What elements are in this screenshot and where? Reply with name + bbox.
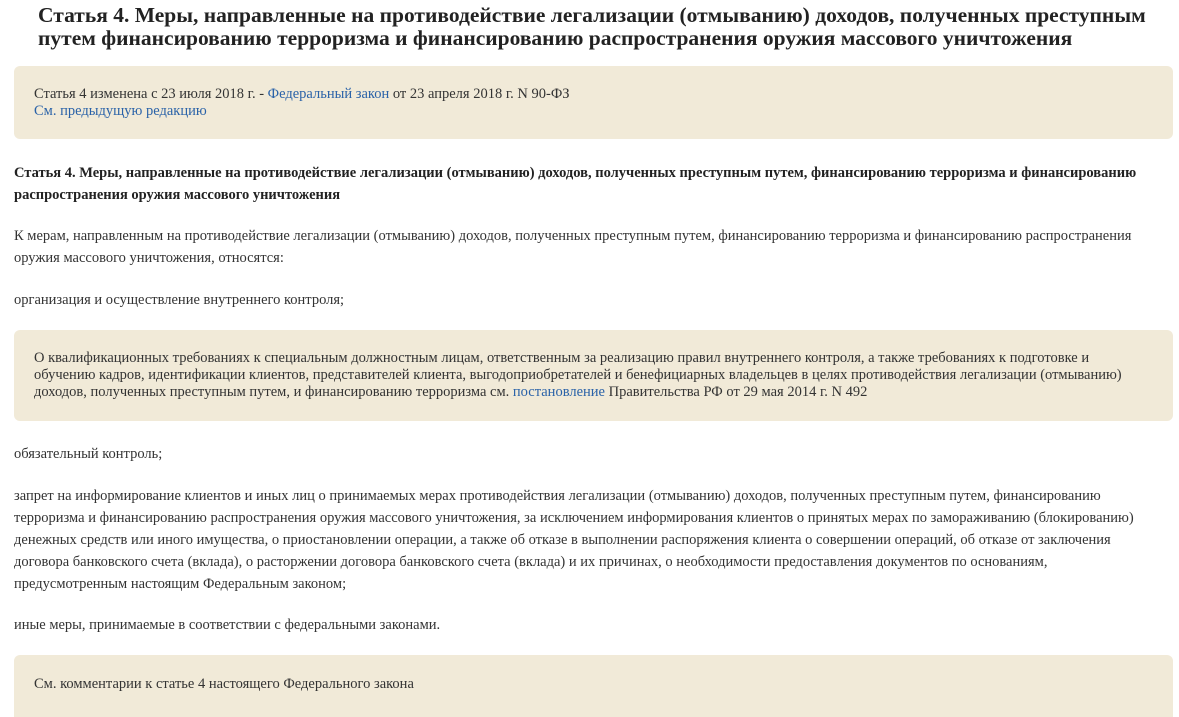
intro-paragraph: К мерам, направленным на противодействие легализации (отмыванию) доходов, полученных преступным путем, финансированию терроризма и финансированию распространения оружия массового уничтожения, относятся: [14,228,1132,266]
federal-law-link[interactable]: Федеральный закон [267,86,390,102]
list-item-mandatory-control: обязательный контроль; [14,446,163,462]
commentary-note-text: См. комментарии к статье 4 настоящего Федерального закона [34,676,414,692]
amendment-text-after: от 23 апреля 2018 г. N 90-ФЗ [389,86,570,102]
commentary-note [14,655,1173,717]
amendment-text-before: Статья 4 изменена с 23 июля 2018 г. - [34,86,268,102]
list-item-disclosure-ban: запрет на информирование клиентов и иных лиц о принимаемых мерах противодействия легализации (отмыванию) доходов, полученных преступным путем, финансированию терроризма и финансированию распространения оружия массового уничтожения, за исключением информирования клиентов о принятых мерах по замораживанию (блокированию) денежных средств или иного имущества, о приостановлении операции, а также об отказе в выполнении распоряжения клиента о совершении операций, об отказе от заключения договора банковского счета (вклада), о расторжении договора банковского счета (вклада) и их причинах, о необходимости предоставления документов по основаниям, предусмотренным настоящим Федеральным законом; [14,488,1134,592]
previous-edition-link[interactable]: См. предыдущую редакцию [34,103,207,119]
list-item-other-measures: иные меры, принимаемые в соответствии с федеральными законами. [14,617,441,633]
qualification-note [14,330,1173,421]
qualification-note-text: О квалификационных требованиях к специальным должностным лицам, ответственным за реализацию правил внутреннего контроля, а также требованиях к подготовке и обучению кадров, идентификации клиентов, представителей клиента, выгодоприобретателей и бенефициарных владельцев в целях противодействия легализации (отмыванию) доходов, полученных преступным путем, и финансированию терроризма см. [34,350,1122,400]
page-title: Статья 4. Меры, направленные на противодействие легализации (отмыванию) доходов, полученных преступным путем финансированию терроризма и финансированию распространения оружия массового уничтожения [38,3,1146,50]
list-item-internal-control: организация и осуществление внутреннего контроля; [14,292,345,308]
amendment-line [34,86,1153,103]
resolution-link[interactable]: постановление [512,384,605,400]
qualification-note-text-after: Правительства РФ от 29 мая 2014 г. N 492 [604,384,868,400]
article-heading: Статья 4. Меры, направленные на противодействие легализации (отмыванию) доходов, полученных преступным путем, финансированию терроризма и финансированию распространения оружия массового уничтожения [14,165,1137,203]
amendment-note [14,66,1173,139]
